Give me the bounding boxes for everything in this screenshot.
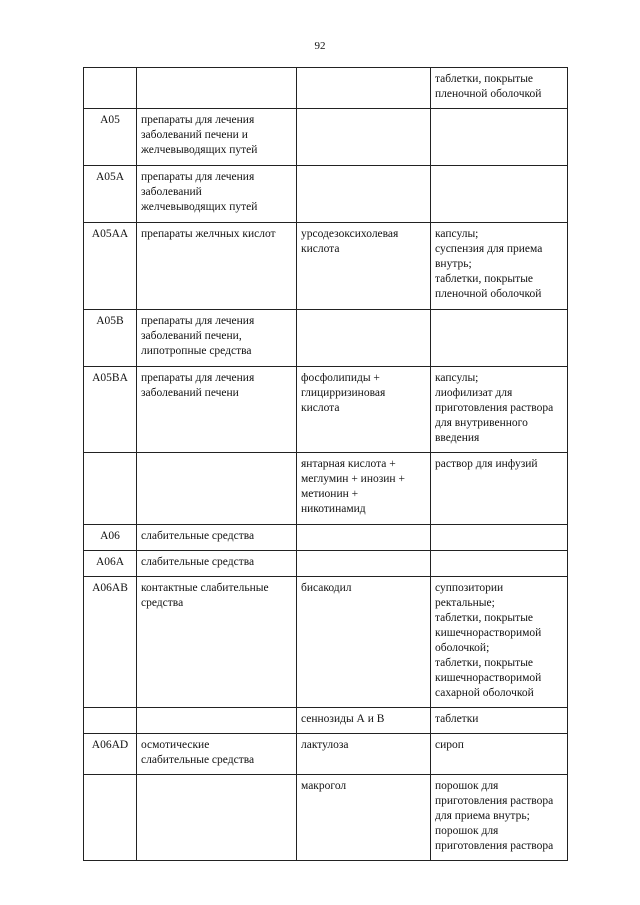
group-cell: контактные слабительные средства — [137, 577, 297, 708]
table-row — [84, 68, 568, 109]
group-cell — [137, 453, 297, 525]
inn-cell — [297, 109, 431, 166]
group-cell — [137, 708, 297, 734]
atc-code-cell — [84, 775, 137, 861]
dosage-form-cell: таблетки, покрытые пленочной оболочкой — [431, 68, 568, 109]
dosage-form-cell: капсулы; суспензия для приема внутрь; таблетки, покрытые пленочной оболочкой — [431, 223, 568, 310]
group-cell: препараты для лечения заболеваний печени, липотропные средства — [137, 310, 297, 367]
atc-code-cell: A05BA — [84, 367, 137, 453]
group-cell: препараты для лечения заболеваний печени и желчевыводящих путей — [137, 109, 297, 166]
atc-code-cell: A06AD — [84, 734, 137, 775]
inn-cell: янтарная кислота + меглумин + инозин + метионин + никотинамид — [297, 453, 431, 525]
table-row — [84, 223, 568, 310]
table-row — [84, 453, 568, 525]
dosage-form-cell: сироп — [431, 734, 568, 775]
atc-code-cell: A05 — [84, 109, 137, 166]
inn-cell: макрогол — [297, 775, 431, 861]
atc-code-cell — [84, 68, 137, 109]
inn-cell: бисакодил — [297, 577, 431, 708]
inn-cell: урсодезоксихолевая кислота — [297, 223, 431, 310]
atc-code-cell: A05B — [84, 310, 137, 367]
group-cell: препараты для лечения заболеваний печени — [137, 367, 297, 453]
inn-cell: фосфолипиды + глицирризиновая кислота — [297, 367, 431, 453]
group-cell: слабительные средства — [137, 551, 297, 577]
dosage-form-cell — [431, 109, 568, 166]
table-row — [84, 166, 568, 223]
table-row — [84, 310, 568, 367]
group-cell: препараты желчных кислот — [137, 223, 297, 310]
dosage-form-cell: порошок для приготовления раствора для приема внутрь; порошок для приготовления раствора — [431, 775, 568, 861]
dosage-form-cell — [431, 166, 568, 223]
atc-code-cell: A06A — [84, 551, 137, 577]
table-row — [84, 525, 568, 551]
page-number: 92 — [314, 40, 326, 52]
dosage-form-cell — [431, 525, 568, 551]
table-row — [84, 109, 568, 166]
dosage-form-cell — [431, 310, 568, 367]
inn-cell — [297, 551, 431, 577]
group-cell — [137, 68, 297, 109]
atc-code-cell: A05A — [84, 166, 137, 223]
inn-cell — [297, 68, 431, 109]
group-cell — [137, 775, 297, 861]
group-cell: осмотические слабительные средства — [137, 734, 297, 775]
atc-code-cell: A06AB — [84, 577, 137, 708]
group-cell: препараты для лечения заболеваний желчевыводящих путей — [137, 166, 297, 223]
table-row — [84, 775, 568, 861]
atc-code-cell — [84, 708, 137, 734]
inn-cell — [297, 525, 431, 551]
group-cell: слабительные средства — [137, 525, 297, 551]
dosage-form-cell: суппозитории ректальные; таблетки, покрытые кишечнорастворимой оболочкой; таблетки, покрытые кишечнорастворимой сахарной оболочкой — [431, 577, 568, 708]
table-row — [84, 551, 568, 577]
inn-cell — [297, 310, 431, 367]
table-row — [84, 367, 568, 453]
dosage-form-cell — [431, 551, 568, 577]
table-row — [84, 577, 568, 708]
atc-code-cell — [84, 453, 137, 525]
atc-code-cell: A06 — [84, 525, 137, 551]
medication-table — [83, 67, 568, 861]
table-row — [84, 708, 568, 734]
dosage-form-cell: таблетки — [431, 708, 568, 734]
atc-code-cell: A05AA — [84, 223, 137, 310]
dosage-form-cell: раствор для инфузий — [431, 453, 568, 525]
table-row — [84, 734, 568, 775]
inn-cell: лактулоза — [297, 734, 431, 775]
inn-cell — [297, 166, 431, 223]
inn-cell: сеннозиды А и В — [297, 708, 431, 734]
dosage-form-cell: капсулы; лиофилизат для приготовления раствора для внутривенного введения — [431, 367, 568, 453]
